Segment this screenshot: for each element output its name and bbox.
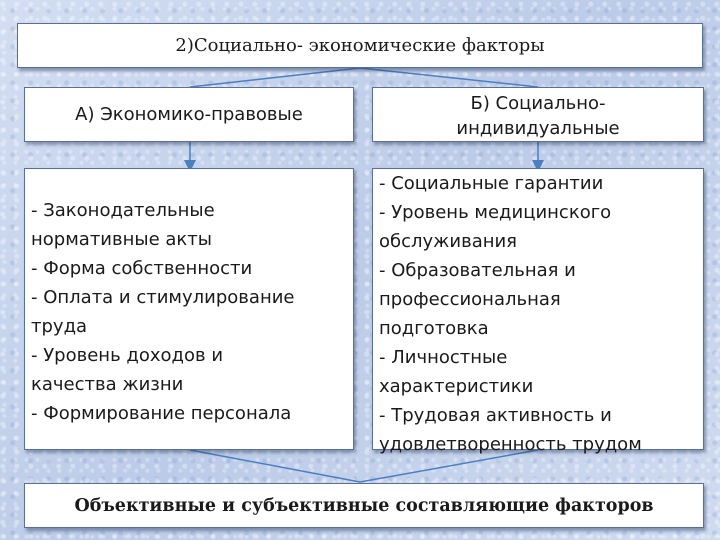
list-item: - Формирование персонала bbox=[31, 403, 292, 424]
branch-a-title-box bbox=[24, 87, 354, 142]
list-item: - Законодательные нормативные акты bbox=[31, 200, 215, 250]
connector-a-to-bottom bbox=[190, 450, 360, 482]
list-item: - Уровень доходов и качества жизни bbox=[31, 345, 224, 395]
summary-box bbox=[24, 483, 704, 528]
list-item: - Оплата и стимулирование труда bbox=[31, 287, 295, 337]
list-item: - Форма собственности bbox=[31, 258, 253, 279]
summary-text: Объективные и субъективные составляющие факторов bbox=[74, 495, 654, 516]
list-item: - Образовательная и профессиональная подготовка bbox=[379, 260, 576, 339]
branch-b-title: Б) Социально- индивидуальные bbox=[456, 92, 620, 139]
connector-top-to-b bbox=[360, 68, 538, 87]
branch-b-list bbox=[372, 168, 704, 455]
list-item: - Трудовая активность и удовлетворенность трудом bbox=[379, 405, 642, 455]
top-title-box bbox=[17, 23, 703, 68]
list-item: - Уровень медицинского обслуживания bbox=[379, 202, 612, 252]
branch-b-title-box bbox=[372, 87, 704, 142]
connector-top-to-a bbox=[190, 68, 360, 87]
list-item: - Личностные характеристики bbox=[379, 347, 534, 397]
top-title: 2)Социально- экономические факторы bbox=[175, 35, 545, 56]
branch-a-list bbox=[24, 168, 354, 450]
branch-a-title: А) Экономико-правовые bbox=[75, 104, 303, 125]
list-item: - Социальные гарантии bbox=[379, 173, 604, 194]
